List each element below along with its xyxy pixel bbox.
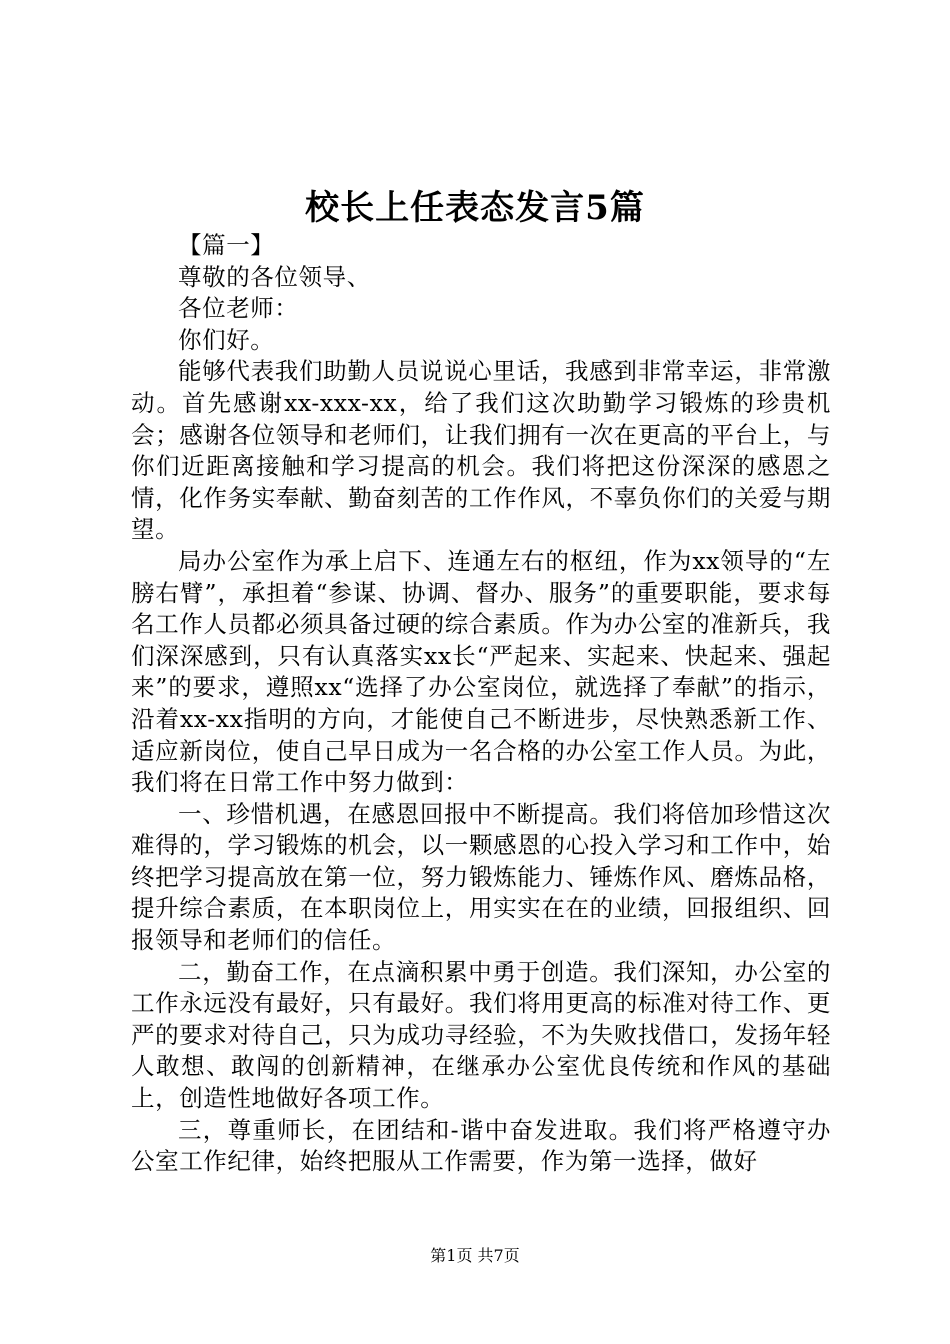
body-paragraph: 二，勤奋工作，在点滴积累中勇于创造。我们深知，办公室的工作永远没有最好，只有最好。我们将用更高的标准对待工作、更严的要求对待自己，只为成功寻经验，不为失败找借口，发扬年轻人敢想、敢闯的创新精神，在继承办公室优良传统和作风的基础上，创造性地做好各项工作。: [131, 957, 831, 1113]
body-paragraph: 一、珍惜机遇，在感恩回报中不断提高。我们将倍加珍惜这次难得的，学习锻炼的机会，以一颗感恩的心投入学习和工作中，始终把学习提高放在第一位，努力锻炼能力、锤炼作风、磨炼品格，提升综合素质，在本职岗位上，用实实在在的业绩，回报组织、回报领导和老师们的信任。: [131, 799, 831, 955]
greeting-line: 你们好。: [178, 325, 275, 354]
document-title: 校长上任表态发言5篇: [305, 188, 645, 228]
body-paragraph: 能够代表我们助勤人员说说心里话，我感到非常幸运，非常激动。首先感谢xx-xxx-xx，给了我们这次助勤学习锻炼的珍贵机会；感谢各位领导和老师们，让我们拥有一次在更高的平台上，与你们近距离接触和学习提高的机会。我们将把这份深深的感恩之情，化作务实奉献、勤奋刻苦的工作作风，不辜负你们的关爱与期望。: [131, 357, 831, 544]
salutation-line: 尊敬的各位领导、: [178, 262, 371, 291]
document-body: [131, 230, 831, 1178]
body-paragraph: 局办公室作为承上启下、连通左右的枢纽，作为xx领导的“左膀右臂”，承担着“参谋、协调、督办、服务”的重要职能，要求每名工作人员都必须具备过硬的综合素质。作为办公室的准新兵，我们深深感到，只有认真落实xx长“严起来、实起来、快起来、强起来”的要求，遵照xx“选择了办公室岗位，就选择了奉献”的指示，沿着xx-xx指明的方向，才能使自己不断进步，尽快熟悉新工作、适应新岗位，使自己早日成为一名合格的办公室工作人员。为此，我们将在日常工作中努力做到：: [131, 546, 831, 797]
salutation-line: 各位老师：: [178, 294, 299, 323]
body-paragraph: 三，尊重师长，在团结和-谐中奋发进取。我们将严格遵守办公室工作纪律，始终把服从工作需要，作为第一选择，做好: [131, 1115, 831, 1176]
page-footer: 第1页 共7页: [430, 1246, 520, 1265]
section-heading: 【篇一】: [178, 231, 275, 259]
